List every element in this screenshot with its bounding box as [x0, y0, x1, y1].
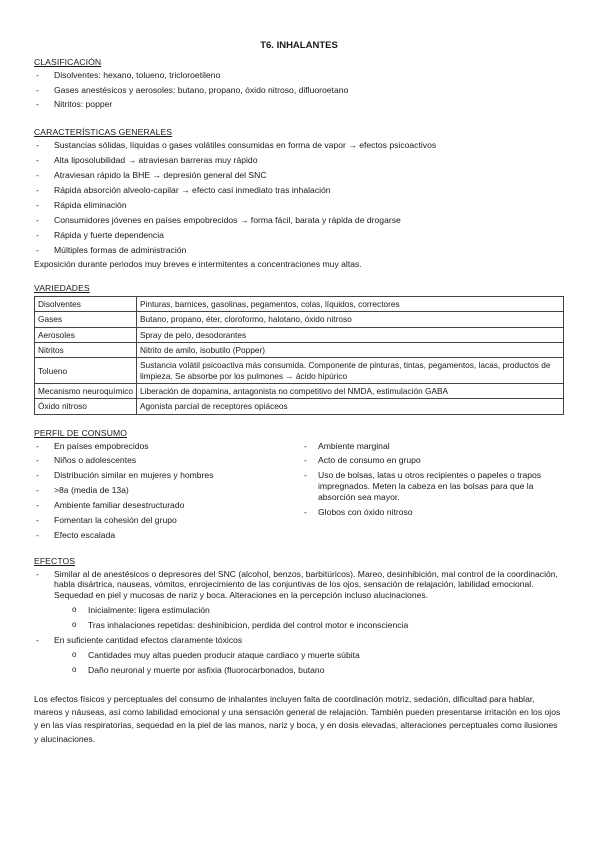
list-item: - Ambiente marginal: [302, 441, 564, 452]
table-row: [35, 399, 564, 414]
document-title: T6. INHALANTES: [260, 40, 338, 51]
table-row: [35, 358, 564, 384]
list-item: - Gases anestésicos y aerosoles: butano, propano, óxido nitroso, difluoroetano: [34, 85, 564, 96]
list-item: - Niños o adolescentes: [34, 455, 302, 466]
efectos-heading: EFECTOS: [34, 556, 76, 567]
table-cell-key: Disolventes: [35, 296, 137, 311]
efectos-sublist-1: [34, 605, 564, 631]
perfil-right-column: [302, 441, 564, 545]
caracteristicas-note: Exposición durante periodos muy breves e intermitentes a concentraciones muy altas.: [34, 259, 362, 270]
list-item: - Disolventes: hexano, tolueno, tricloroetileno: [34, 70, 564, 81]
list-item: - Globos con óxido nitroso: [302, 507, 564, 518]
list-item: - Efecto escalada: [34, 530, 302, 541]
caracteristicas-list: [34, 140, 564, 255]
list-item: - Múltiples formas de administración: [34, 245, 564, 256]
perfil-columns: [34, 441, 564, 545]
list-item: - Alta liposolubilidad → atraviesan barreras muy rápido: [34, 155, 564, 166]
clasificacion-heading: CLASIFICACIÓN: [34, 56, 102, 67]
table-row: [35, 296, 564, 311]
list-item: - Rápida y fuerte dependencia: [34, 230, 564, 241]
table-cell-key: Tolueno: [35, 358, 137, 384]
table-cell-value: Nitrito de amilo, isobutilo (Popper): [137, 343, 564, 358]
perfil-left-column: [34, 441, 302, 545]
table-cell-value: Butano, propano, éter, cloroformo, halotano, óxido nitroso: [137, 312, 564, 327]
list-item: - >8a (media de 13a): [34, 485, 302, 496]
efectos-summary: Los efectos físicos y perceptuales del consumo de inhalantes incluyen falta de coordinación motriz, sedación, dificultad para hablar, mareos y náuseas, así como labilidad emocional y una sensación general de relajación. También pueden presentarse irritación en los ojos y en las vías respiratorias, sequedad en la piel de las manos, nariz y boca, y en dosis elevadas, alteraciones perceptuales como ilusiones y alucinaciones.: [34, 693, 561, 744]
list-item: - Consumidores jóvenes en países empobrecidos → forma fácil, barata y rápida de drogarse: [34, 215, 564, 226]
list-item: o Inicialmente: ligera estimulación: [72, 605, 564, 616]
table-cell-key: Nitritos: [35, 343, 137, 358]
efectos-list: [34, 569, 564, 601]
list-item: - Rápida eliminación: [34, 200, 564, 211]
list-item: - Uso de bolsas, latas u otros recipientes o papeles o trapos impregnados. Meten la cabeza en las bolsas para que la absorción sea mayor.: [302, 470, 564, 502]
list-item: - Nitritos: popper: [34, 99, 564, 110]
variedades-heading: VARIEDADES: [34, 283, 90, 294]
table-row: [35, 312, 564, 327]
table-row: [35, 343, 564, 358]
table-cell-key: Óxido nitroso: [35, 399, 137, 414]
table-cell-value: Liberación de dopamina, antagonista no competitivo del NMDA, estimulación GABA: [137, 384, 564, 399]
table-cell-value: Pinturas, barnices, gasolinas, pegamentos, colas, líquidos, correctores: [137, 296, 564, 311]
list-item: - Rápida absorción alveolo-capilar → efecto casi inmediato tras inhalación: [34, 185, 564, 196]
table-row: [35, 327, 564, 342]
table-cell-key: Aerosoles: [35, 327, 137, 342]
list-item: - Atraviesan rápido la BHE → depresión general del SNC: [34, 170, 564, 181]
list-item: - En países empobrecidos: [34, 441, 302, 452]
table-cell-value: Spray de pelo, desodorantes: [137, 327, 564, 342]
list-item: - En suficiente cantidad efectos claramente tóxicos: [34, 635, 564, 646]
table-cell-value: Sustancia volátil psicoactiva más consumida. Componente de pinturas, tintas, pegamentos, lacas, productos de limpieza. Se absorbe por los pulmones → ácido hipúrico: [137, 358, 564, 384]
list-item: - Distribución similar en mujeres y hombres: [34, 470, 302, 481]
table-row: [35, 384, 564, 399]
table-cell-key: Mecanismo neuroquímico: [35, 384, 137, 399]
list-item: - Sustancias sólidas, líquidas o gases volátiles consumidas en forma de vapor → efectos psicoactivos: [34, 140, 564, 151]
list-item: o Cantidades muy altas pueden producir ataque cardiaco y muerte súbita: [72, 650, 564, 661]
document-page: [34, 40, 564, 746]
list-item: - Fomentan la cohesión del grupo: [34, 515, 302, 526]
variedades-table: [34, 296, 564, 415]
list-item: o Tras inhalaciones repetidas: deshinibicion, perdida del control motor e inconsciencia: [72, 620, 564, 631]
clasificacion-list: [34, 70, 564, 111]
list-item: - Ambiente familiar desestructurado: [34, 500, 302, 511]
table-cell-value: Agonista parcial de receptores opiáceos: [137, 399, 564, 414]
efectos-sublist-2: [34, 650, 564, 676]
list-item: - Similar al de anestésicos o depresores del SNC (alcohol, benzos, barbitúricos). Mareo, desinhibición, mal control de la coordinación, habla disártrica, nauseas, vómitos, enrojecimiento de las conjuntivas de los ojos, sensación de relajación, labilidad emocional. Sequedad en piel y mucosas de nariz y boca. Alteraciones en la percepción incluso alucinaciones.: [34, 569, 564, 601]
caracteristicas-heading: CARACTERÍSTICAS GENERALES: [34, 127, 173, 138]
perfil-heading: PERFIL DE CONSUMO: [34, 427, 128, 438]
table-cell-key: Gases: [35, 312, 137, 327]
list-item: o Daño neuronal y muerte por asfixia (fluorocarbonados, butano: [72, 665, 564, 676]
list-item: - Acto de consumo en grupo: [302, 455, 564, 466]
